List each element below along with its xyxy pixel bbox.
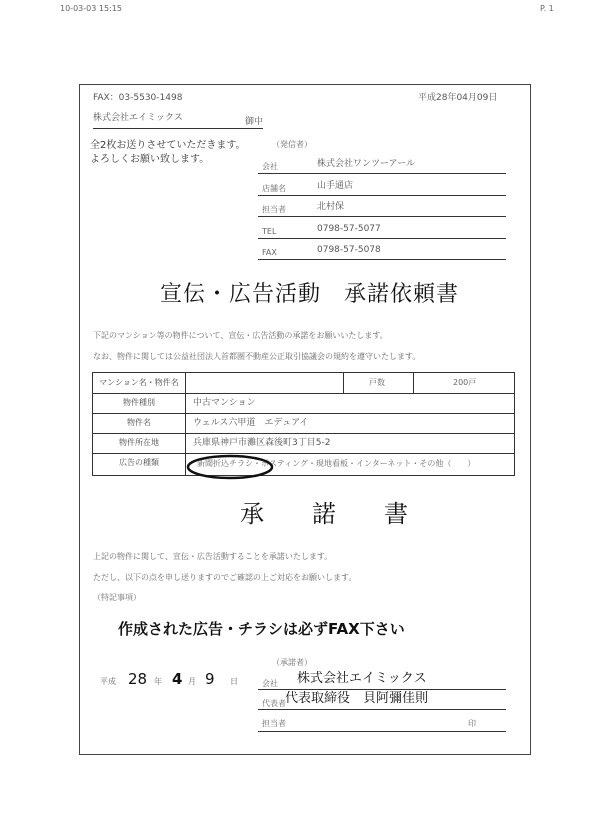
consent-title: 承 諾 書 xyxy=(240,500,408,528)
sender-person-label: 担当者 xyxy=(262,205,286,214)
table-header-name: 物件名 xyxy=(127,418,151,427)
date-month: 4 xyxy=(172,670,183,688)
table-header-address: 物件所在地 xyxy=(119,438,159,447)
fax-page-number: P. 1 xyxy=(540,4,554,13)
consenter-manager-label: 担当者 xyxy=(262,719,286,728)
sender-person: 北村保 xyxy=(317,202,345,212)
recipient-company: 株式会社エイミックス xyxy=(93,113,183,123)
circle-mark-icon xyxy=(185,453,275,481)
sender-fax: 0798-57-5078 xyxy=(317,245,381,255)
date-era: 平成 xyxy=(100,677,116,686)
table-header-type: 物件種別 xyxy=(123,398,155,407)
table-header-property-name: マンション名・物件名 xyxy=(99,378,179,387)
consent-paragraph-1: 上記の物件に関して、宣伝・広告活動することを承諾いたします。 xyxy=(93,552,333,561)
request-title: 宣伝・広告活動 承諾依頼書 xyxy=(160,282,460,307)
sender-fax-label: FAX xyxy=(262,248,277,257)
sender-tel-label: TEL xyxy=(262,227,277,236)
sender-store: 山手通店 xyxy=(317,181,354,191)
table-units-value: 200戸 xyxy=(453,378,477,387)
table-divider-units xyxy=(343,373,344,393)
table-header-ad-type: 広告の種類 xyxy=(119,458,159,467)
consenter-company-label: 会社 xyxy=(262,679,278,688)
consenter-rep: 代表取締役 貝阿彌佳則 xyxy=(285,691,429,706)
sender-tel-line xyxy=(258,238,506,239)
seal-mark: 印 xyxy=(468,719,476,728)
sender-person-line xyxy=(258,216,506,217)
date-day-unit: 日 xyxy=(230,677,238,686)
table-value-name: ウェルス六甲道 エデュアイ xyxy=(193,418,309,428)
fax-number: FAX：03-5530-1498 xyxy=(93,93,183,103)
note-line-2: よろしくお願い致します。 xyxy=(90,154,210,165)
date-year-unit: 年 xyxy=(154,677,162,686)
sender-fax-line xyxy=(258,259,506,260)
table-divider-units-value xyxy=(413,373,414,393)
consenter-rep-label: 代表者 xyxy=(262,699,286,708)
document-date: 平成28年04月09日 xyxy=(418,93,498,103)
sender-company: 株式会社ワンツーアール xyxy=(317,159,416,169)
consenter-company-line xyxy=(258,689,506,690)
table-value-ad-type: 新聞折込チラシ・ポスティング・現地看板・インターネット・その他（ ） xyxy=(197,459,476,468)
consenter-company: 株式会社エイミックス xyxy=(297,671,427,686)
sender-store-label: 店舗名 xyxy=(262,184,286,193)
date-month-unit: 月 xyxy=(188,677,196,686)
request-paragraph-2: なお、物件に関しては公益社団法人首都圏不動産公正取引協議会の規約を遵守いたします。 xyxy=(93,352,421,361)
special-notes-label: （特記事項） xyxy=(93,593,141,602)
date-day: 9 xyxy=(205,670,215,688)
sender-label: （発信者） xyxy=(272,140,312,149)
sender-company-line xyxy=(258,173,506,174)
note-line-1: 全2枚お送りさせていただきます。 xyxy=(90,140,246,151)
date-year: 28 xyxy=(128,670,148,688)
consenter-manager-line xyxy=(258,731,506,732)
request-paragraph-1: 下記のマンション等の物件について、宣伝・広告活動の承諾をお願いいたします。 xyxy=(93,331,388,340)
recipient-underline xyxy=(93,128,263,129)
fax-transmission-time: 10-03-03 15:15 xyxy=(60,4,122,13)
recipient-suffix: 御中 xyxy=(245,117,264,127)
table-units-label: 戸数 xyxy=(369,378,385,387)
consenter-rep-line xyxy=(258,709,506,710)
sender-company-label: 会社 xyxy=(262,162,278,171)
sender-store-line xyxy=(258,195,506,196)
sender-tel: 0798-57-5077 xyxy=(317,224,381,234)
table-value-address: 兵庫県神戸市灘区森後町3丁目5-2 xyxy=(193,438,331,448)
special-note: 作成された広告・チラシは必ずFAX下さい xyxy=(118,620,405,638)
table-value-type: 中古マンション xyxy=(193,398,256,408)
property-table xyxy=(92,372,515,476)
consenter-label: （承諾者） xyxy=(272,658,312,667)
consent-paragraph-2: ただし、以下の点を申し送りますのでご確認の上ご対応をお願いします。 xyxy=(93,573,357,582)
